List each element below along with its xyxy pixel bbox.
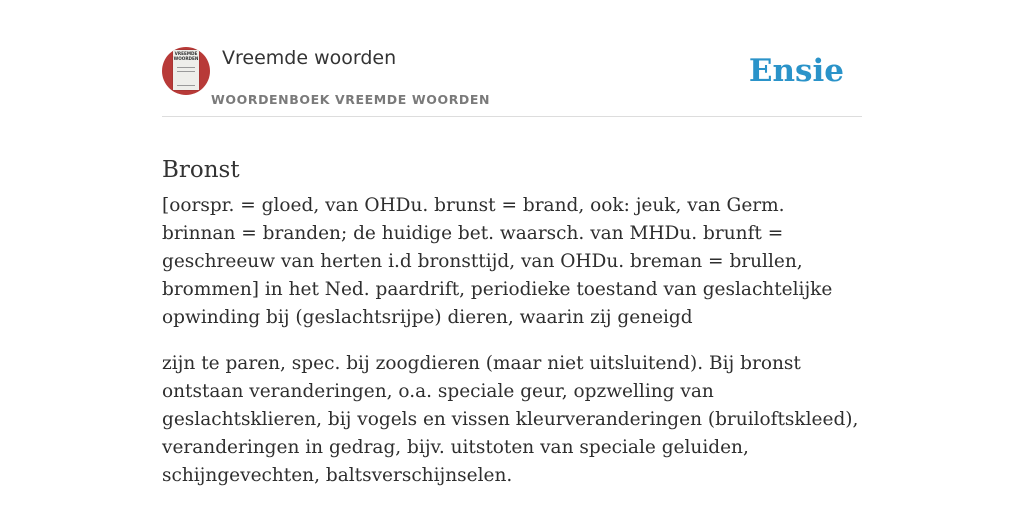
book-cover-rule [177, 71, 195, 72]
source-avatar[interactable] [162, 47, 210, 95]
definition-paragraph: [oorspr. = gloed, van OHDu. brunst = brand, ook: jeuk, van Germ. brinnan = branden; de huidige bet. waarsch. van MHDu. brunft = geschreeuw van herten i.d bronsttijd, van OHDu. breman = brullen, brommen] in het Ned. paardrift, periodieke toestand van geslachtelijke opwinding bij (geslachtsrijpe) dieren, waarin zij geneigd [162, 195, 833, 328]
entry-definition [162, 192, 862, 508]
source-subtitle: WOORDENBOEK VREEMDE WOORDEN [211, 92, 491, 107]
brand-logo[interactable]: Ensie [748, 53, 844, 89]
book-cover-rule [177, 67, 195, 68]
source-header [162, 44, 862, 117]
entry-card [162, 0, 862, 512]
definition-paragraph: zijn te paren, spec. bij zoogdieren (maar niet uitsluitend). Bij bronst ontstaan veranderingen, o.a. speciale geur, opzwelling van geslachtsklieren, bij vogels en vissen kleurveranderingen (bruiloftskleed), veranderingen in gedrag, bijv. uitstoten van speciale geluiden, schijngevechten, baltsverschijnselen. [162, 353, 859, 486]
source-name[interactable]: Vreemde woorden [222, 47, 397, 69]
book-cover-title: VREEMDE WOORDEN [173, 51, 199, 61]
entry-title: Bronst [162, 157, 240, 184]
book-cover-icon [173, 50, 199, 90]
book-cover-rule [177, 85, 195, 86]
